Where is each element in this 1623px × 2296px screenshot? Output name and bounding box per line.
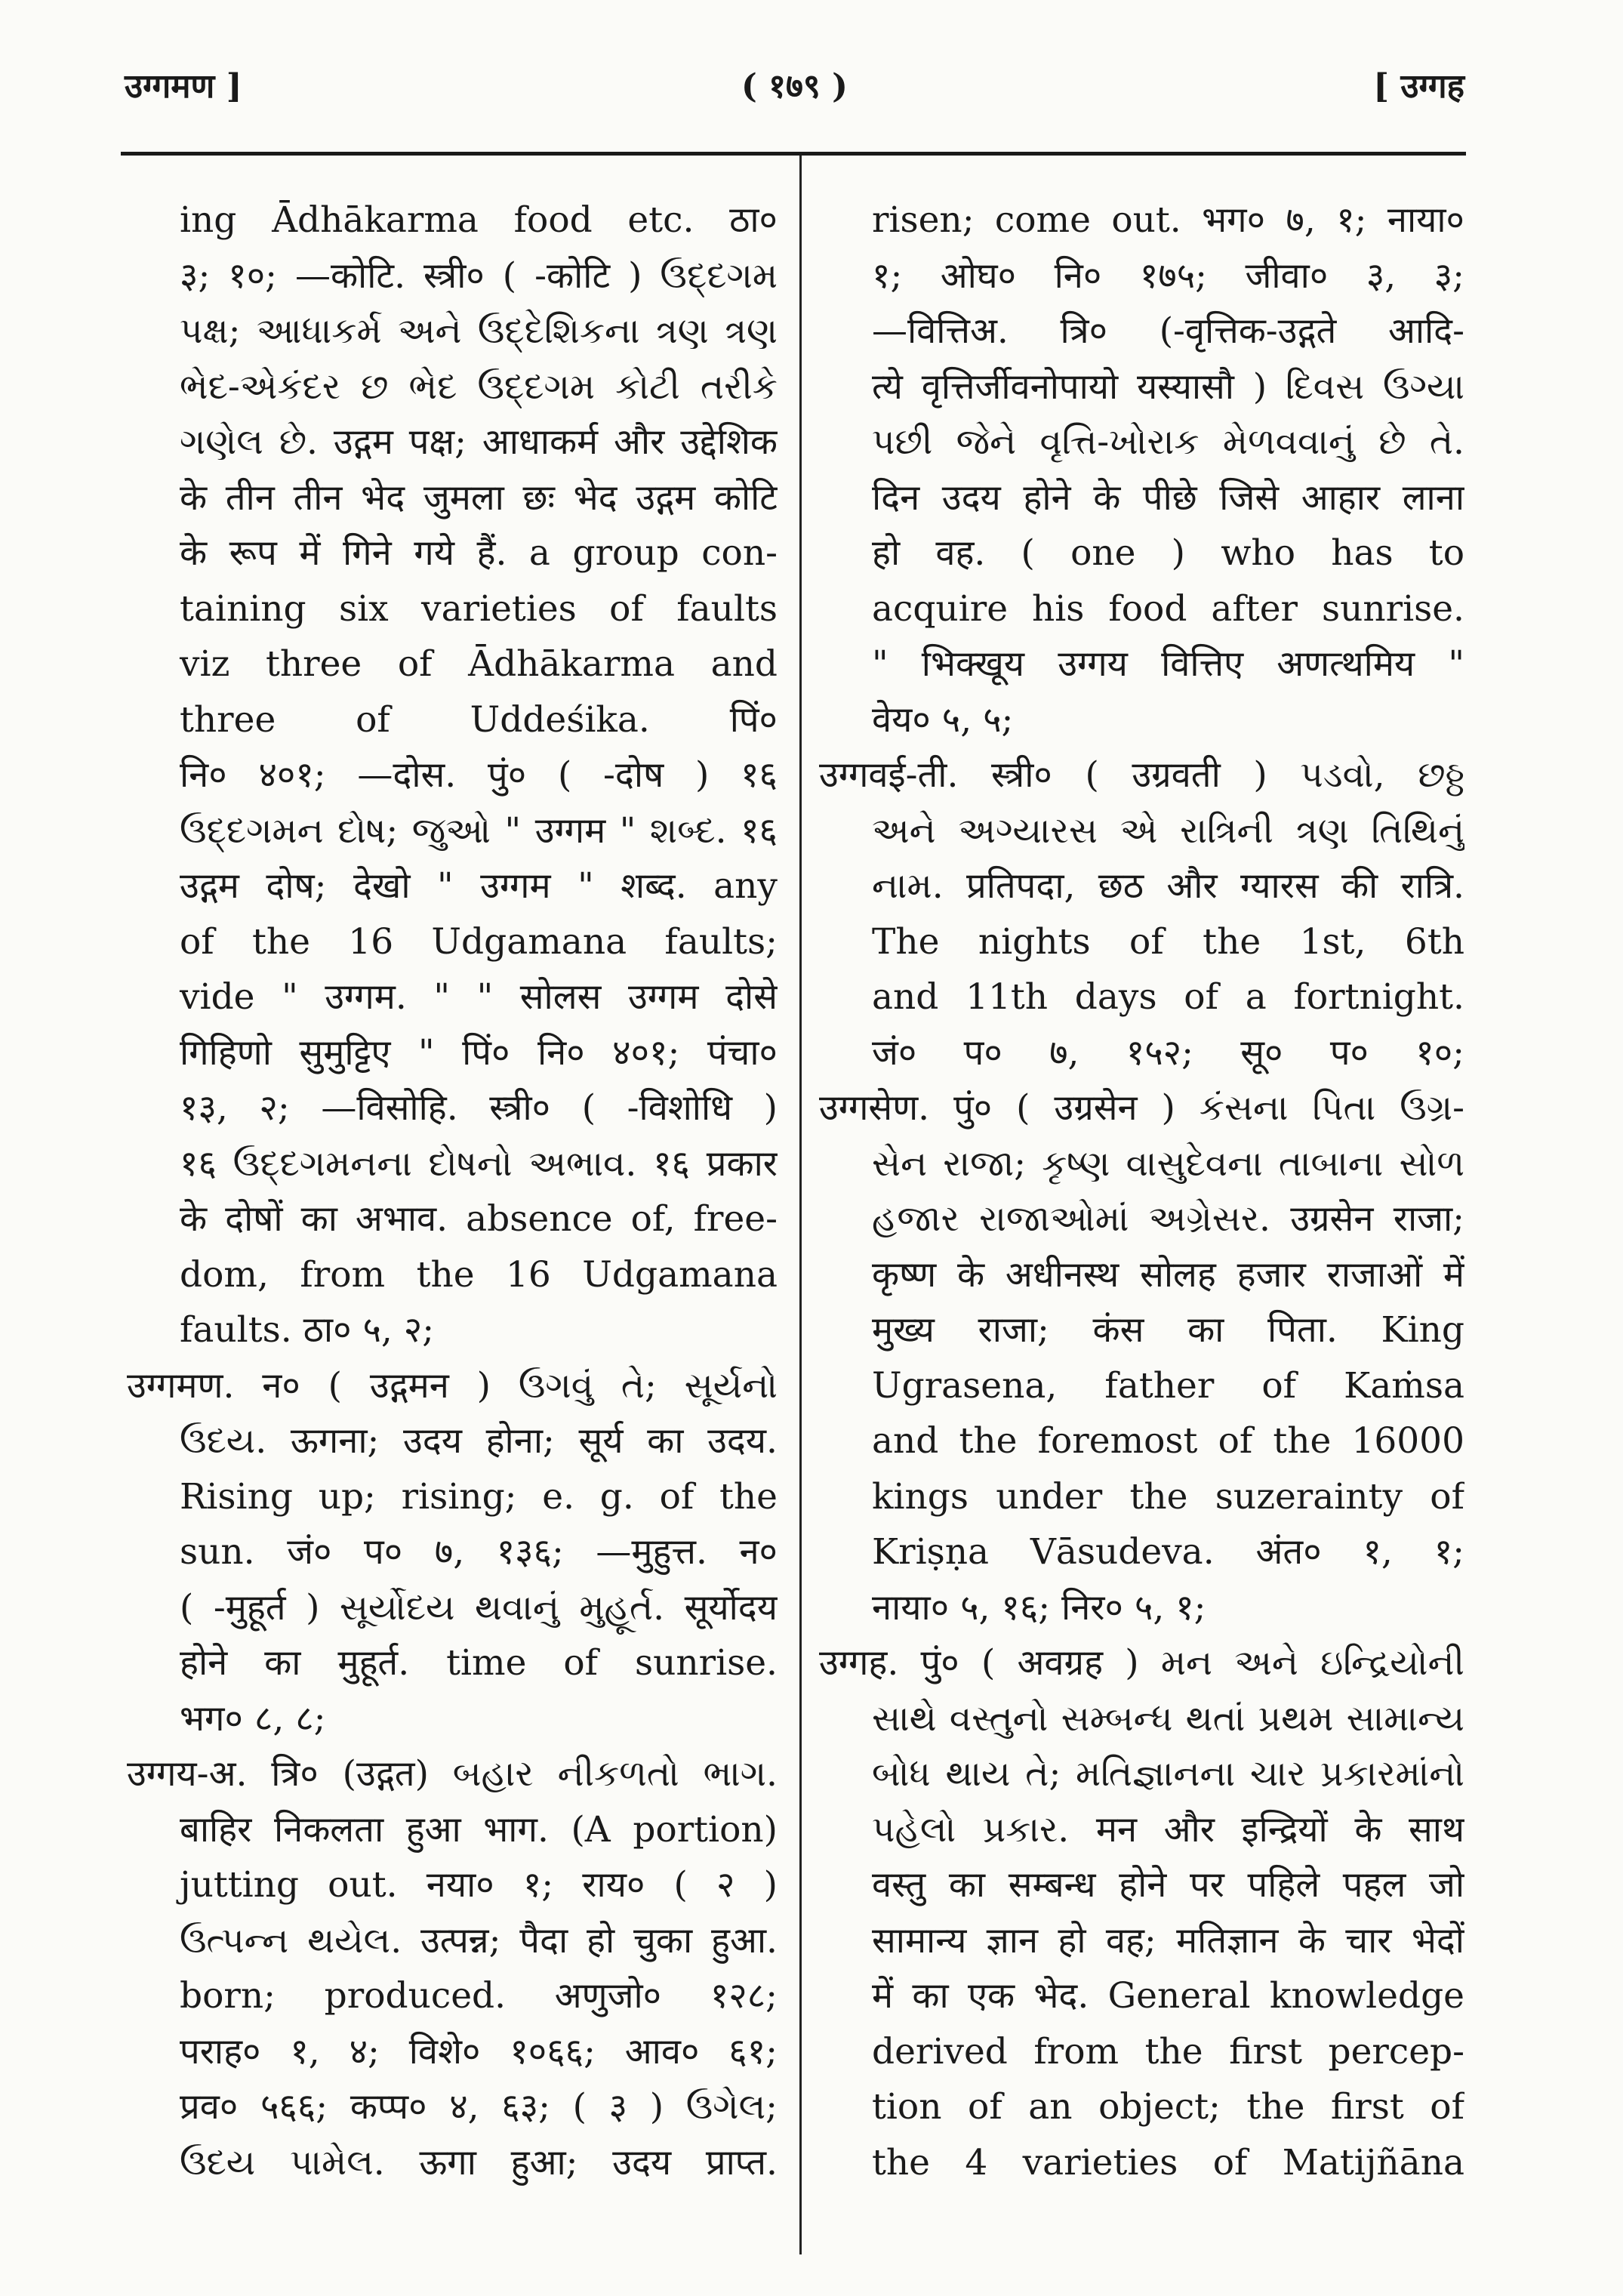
- entry-text-line: ing Ādhākarma food etc. ठा०: [180, 199, 778, 241]
- entry-text-line: સાથે વસ્તુનો સમ્બન્ધ થતાં પ્રથમ સામાન્ય: [872, 1697, 1464, 1740]
- entry-headword-line: उग्गवई-ती. स्त्री० ( उग्रवती ) પડવો, છઠ્ઠ: [819, 754, 1464, 796]
- entry-text-line: में का एक भेद. General knowledge: [872, 1975, 1464, 2017]
- page-number: ( १७९ ): [741, 67, 848, 106]
- entry-headword-line: उग्गसेण. पुं० ( उग्रसेन ) કંસના પિતા ઉગ્ર-: [819, 1087, 1464, 1129]
- entry-text-line: three of Uddeśika. पिं०: [180, 698, 778, 741]
- entry-text-line: the 4 varieties of Matijñāna: [872, 2141, 1464, 2184]
- entry-text-line: Ugrasena, father of Kaṁsa: [872, 1364, 1464, 1407]
- entry-text-line: जं० प० ७, १५२; सू० प० १०;: [872, 1031, 1464, 1074]
- entry-text-line: सामान्य ज्ञान हो वह; मतिज्ञान के चार भेदों: [872, 1919, 1464, 1962]
- entry-text-line: पराह० १, ४; विशे० १०६६; आव० ६१;: [180, 2030, 778, 2073]
- entry-text-line: acquire his food after sunrise.: [872, 587, 1464, 630]
- entry-text-line: ( -मुहूर्त ) સૂર્યોદય થવાનું મુહૂર્ત. सूर्योदय: [180, 1586, 778, 1629]
- entry-text-line: वस्तु का सम्बन्ध होने पर पहिले पहल जो: [872, 1864, 1464, 1906]
- entry-text-line: પછી જેને વૃત્તિ-ખોરાક મેળવવાનું છે તે.: [872, 421, 1464, 463]
- entry-text-line: —वित्तिअ. त्रि० (-वृत्तिक-उद्गते आदि-: [872, 310, 1464, 352]
- entry-text-line: ઉદય. ऊगना; उदय होना; सूर्य का उदय.: [180, 1420, 778, 1462]
- entry-text-line: १६ ઉદ્દગમનના દોષનો અભાવ. १६ प्रकार: [180, 1142, 778, 1185]
- left-column: [127, 193, 778, 2190]
- entry-text-line: vide " उग्गम. " " सोलस उग्गम दोसे: [180, 976, 778, 1018]
- header-left-guide-word: उग्गमण ]: [125, 67, 242, 106]
- entry-text-line: jutting out. नया० १; राय० ( २ ): [180, 1864, 778, 1906]
- entry-text-line: हो वह. ( one ) who has to: [872, 532, 1464, 574]
- entry-text-line: गिहिणो सुमुट्टिए " पिं० नि० ४०१; पंचा०: [180, 1031, 778, 1074]
- entry-text-line: સેન રાજા; કૃષ્ણ વાસુદેવના તાબાના સોળ: [872, 1142, 1464, 1185]
- entry-text-line: and 11th days of a fortnight.: [872, 976, 1464, 1018]
- entry-text-line: १३, २; —विसोहि. स्त्री० ( -विशोधि ): [180, 1087, 778, 1129]
- entry-headword-line: उग्गय-अ. त्रि० (उद्गत) બહાર નીકળતો ભાગ.: [127, 1753, 778, 1795]
- entry-text-line: के रूप में गिने गये हैं. a group con-: [180, 532, 778, 574]
- entry-text-line: होने का मुहूर्त. time of sunrise.: [180, 1642, 778, 1684]
- entry-text-line: नाया० ५, १६; निर० ५, १;: [872, 1586, 1206, 1629]
- entry-text-line: બોધ થાય તે; મતિજ્ઞાનના ચાર પ્રકારમાંનો: [872, 1753, 1464, 1795]
- entry-text-line: ગણેલ છે. उद्गम पक्ष; आधाकर्म और उद्देशिक: [180, 421, 778, 463]
- entry-text-line: and the foremost of the 16000: [872, 1420, 1464, 1462]
- entry-text-line: kings under the suzerainty of: [872, 1475, 1464, 1518]
- entry-text-line: त्ये वृत्तिर्जीवनोपायो यस्यासौ ) દિવસ ઉગ્યા: [872, 365, 1464, 408]
- entry-text-line: અને અગ્યારસ એ રાત્રિની ત્રણ તિથિનું: [872, 809, 1464, 852]
- entry-text-line: के दोषों का अभाव. absence of, free-: [180, 1198, 778, 1240]
- entry-text-line: ३; १०; —कोटि. स्त्री० ( -कोटि ) ઉદ્દગમ: [180, 254, 778, 297]
- header-right-guide-word: [ उग्गह: [1373, 67, 1464, 106]
- entry-text-line: वेय० ५, ५;: [872, 698, 1014, 741]
- entry-text-line: दिन उदय होने के पीछे जिसे आहार लाना: [872, 476, 1464, 519]
- entry-text-line: of the 16 Udgamana faults;: [180, 920, 778, 963]
- entry-headword-line: उग्गमण. न० ( उद्गमन ) ઉગવું તે; સૂર્યનો: [127, 1364, 778, 1407]
- entry-text-line: પક્ષ; આધાકર્મ અને ઉદ્દેશિકના ત્રણ ત્રણ: [180, 310, 778, 352]
- entry-text-line: born; produced. अणुजो० १२८;: [180, 1975, 778, 2017]
- column-divider: [799, 156, 802, 2254]
- entry-text-line: " भिक्खूय उग्गय वित्तिए अणत्थमिय ": [872, 643, 1464, 685]
- entry-text-line: के तीन तीन भेद जुमला छः भेद उद्गम कोटि: [180, 476, 778, 519]
- entry-text-line: मुख्य राजा; कंस का पिता. King: [872, 1309, 1464, 1351]
- entry-text-line: sun. जं० प० ७, १३६; —मुहुत्त. न०: [180, 1531, 778, 1573]
- page-header: [125, 62, 1464, 115]
- entry-text-line: risen; come out. भग० ७, १; नाया०: [872, 199, 1464, 241]
- entry-text-line: derived from the first percep-: [872, 2030, 1464, 2073]
- entry-text-line: प्रव० ५६६; कप्प० ४, ६३; ( ३ ) ઉગેલ;: [180, 2086, 778, 2128]
- entry-text-line: નામ. प्रतिपदा, छठ और ग्यारस की रात्रि.: [872, 865, 1464, 907]
- entry-text-line: tion of an object; the first of: [872, 2086, 1464, 2128]
- entry-text-line: नि० ४०१; —दोस. पुं० ( -दोष ) १६: [180, 754, 778, 796]
- header-rule: [121, 152, 1466, 156]
- entry-text-line: taining six varieties of faults: [180, 587, 778, 630]
- entry-text-line: भग० ८, ८;: [180, 1697, 326, 1740]
- entry-text-line: ઉદય પામેલ. ऊगा हुआ; उदय प्राप्त.: [180, 2141, 778, 2184]
- entry-text-line: faults. ठा० ५, २;: [180, 1309, 435, 1351]
- entry-text-line: Kriṣṇa Vāsudeva. अंत० १, १;: [872, 1531, 1464, 1573]
- entry-text-line: ઉદ્દગમન દોષ; જુઓ " उग्गम " શબ્દ. १६: [180, 809, 778, 852]
- entry-text-line: dom, from the 16 Udgamana: [180, 1253, 778, 1296]
- entry-headword-line: उग्गह. पुं० ( अवग्रह ) મન અને ઇન્દ્રિયોની: [819, 1642, 1464, 1684]
- entry-text-line: ઉત્પન્ન થયેલ. उत्पन्न; पैदा हो चुका हुआ.: [180, 1919, 778, 1962]
- entry-text-line: viz three of Ādhākarma and: [180, 643, 778, 685]
- entry-text-line: बाहिर निकलता हुआ भाग. (A portion): [180, 1808, 778, 1851]
- entry-text-line: कृष्ण के अधीनस्थ सोलह हजार राजाओं में: [872, 1253, 1464, 1296]
- entry-text-line: પહેલો પ્રકાર. मन और इन्द्रियों के साथ: [872, 1808, 1464, 1851]
- entry-text-line: ભેદ-એકંદર છ ભેદ ઉદ્દગમ કોટી તરીકે: [180, 365, 778, 408]
- entry-text-line: The nights of the 1st, 6th: [872, 920, 1464, 963]
- entry-text-line: Rising up; rising; e. g. of the: [180, 1475, 778, 1518]
- entry-text-line: १; ओघ० नि० १७५; जीवा० ३, ३;: [872, 254, 1464, 297]
- entry-text-line: હજાર રાજાઓમાં અગ્રેસર. उग्रसेन राजा;: [872, 1198, 1464, 1240]
- right-column: [819, 193, 1464, 2190]
- entry-text-line: उद्गम दोष; देखो " उग्गम " शब्द. any: [180, 865, 778, 907]
